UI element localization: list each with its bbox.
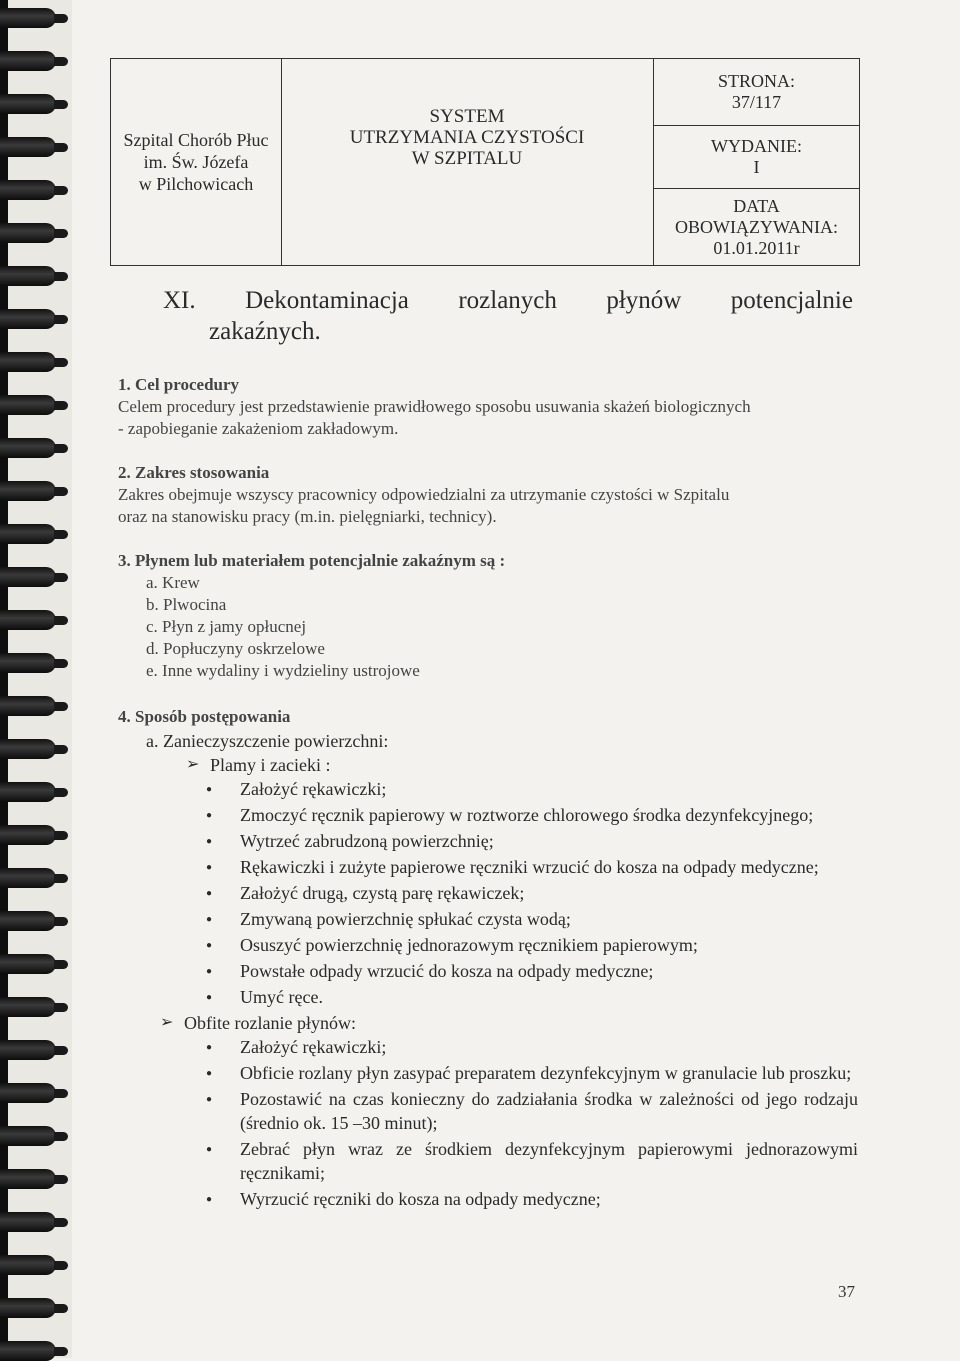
section-title: [163, 285, 853, 347]
list-item: ● Osuszyć powierzchnię jednorazowym ręcznikiem papierowym;: [118, 933, 858, 957]
procedure-list-2: [118, 1035, 858, 1211]
binding-coil: [0, 481, 56, 501]
binding-coil: [0, 1298, 56, 1318]
binding-coil: [0, 1083, 56, 1103]
binding-coil: [0, 739, 56, 759]
binding-coil: [0, 911, 56, 931]
strona-label: STRONA:: [717, 71, 795, 91]
section-1-heading: 1. Cel procedury: [118, 375, 240, 394]
list-item: ● Zmoczyć ręcznik papierowy w roztworze chlorowego środka dezynfekcyjnego;: [118, 803, 858, 827]
list-item: ● Założyć drugą, czystą parę rękawiczek;: [118, 881, 858, 905]
list-item: ● Pozostawić na czas konieczny do zadziałania środka w zależności od jego rodzaju (średnio ok. 15 –30 minut);: [118, 1087, 858, 1135]
arrow-item-obfite: ➢ Obfite rozlanie płynów:: [92, 1011, 858, 1035]
list-item: ● Wytrzeć zabrudzoną powierzchnię;: [118, 829, 858, 853]
list-item: e. Inne wydaliny i wydzieliny ustrojowe: [146, 661, 420, 680]
binding-coil: [0, 51, 56, 71]
binding-coil: [0, 352, 56, 372]
page-info: [654, 59, 859, 126]
list-item: c. Płyn z jamy opłucnej: [146, 617, 307, 636]
binding-edge: [0, 0, 8, 1358]
binding-coil: [0, 180, 56, 200]
binding-coil: [0, 1341, 56, 1361]
list-item: ● Wyrzucić ręczniki do kosza na odpady medyczne;: [118, 1187, 858, 1211]
hospital-line: Szpital Chorób Płuc: [123, 130, 269, 150]
validity-date-info: [654, 189, 859, 265]
title-line-2: zakaźnych.: [209, 318, 321, 345]
binding-coil: [0, 395, 56, 415]
binding-coil: [0, 309, 56, 329]
system-line: W SZPITALU: [411, 148, 523, 169]
hospital-name-cell: [111, 59, 282, 265]
list-item: ● Umyć ręce.: [118, 985, 858, 1009]
list-item: ● Założyć rękawiczki;: [118, 1035, 858, 1059]
list-item: a. Krew: [146, 573, 200, 592]
list-item: b. Plwocina: [146, 595, 227, 614]
binding-coil: [0, 94, 56, 114]
binding-coil: [0, 868, 56, 888]
list-item: ● Rękawiczki i zużyte papierowe ręczniki wrzucić do kosza na odpady medyczne;: [118, 855, 858, 879]
binding-coil: [0, 653, 56, 673]
section-1-text: Celem procedury jest przedstawienie prawidłowego sposobu usuwania skażeń biologicznych: [118, 397, 751, 416]
section-4-heading: 4. Sposób postępowania: [118, 707, 291, 726]
section-1-text: - zapobieganie zakażeniom zakładowym.: [118, 419, 399, 438]
title-word: Dekontaminacja: [245, 287, 409, 314]
procedure-list-1: [118, 777, 858, 1009]
obowiazywania-label: OBOWIĄZYWANIA:: [675, 216, 838, 237]
title-word: płynów: [606, 287, 682, 314]
binding-coil: [0, 524, 56, 544]
system-line: SYSTEM: [429, 106, 505, 127]
section-3-heading: 3. Płynem lub materiałem potencjalnie zakaźnym są :: [118, 551, 506, 570]
title-word: rozlanych: [458, 287, 557, 314]
system-title-cell: [281, 59, 654, 265]
wydanie-label: WYDANIE:: [711, 136, 802, 156]
hospital-line: im. Św. Józefa: [143, 152, 249, 172]
data-label: DATA: [733, 195, 780, 216]
title-word: potencjalnie: [730, 287, 853, 314]
binding-coil: [0, 266, 56, 286]
section-2-heading: 2. Zakres stosowania: [118, 463, 270, 482]
document-header-table: [110, 58, 860, 266]
section-2-text: Zakres obejmuje wszyscy pracownicy odpowiedzialni za utrzymanie czystości w Szpitalu: [118, 485, 730, 504]
binding-coil: [0, 223, 56, 243]
binding-coil: [0, 954, 56, 974]
strona-value: 37/117: [731, 92, 782, 112]
list-item: ● Zmywaną powierzchnię spłukać czysta wodą;: [118, 907, 858, 931]
section-3: [118, 550, 858, 682]
section-2-text: oraz na stanowisku pracy (m.in. pielęgniarki, technicy).: [118, 507, 497, 526]
section-1: [118, 374, 858, 440]
binding-coil: [0, 825, 56, 845]
edition-info: [654, 126, 859, 189]
binding-coil: [0, 1255, 56, 1275]
binding-coil: [0, 1212, 56, 1232]
system-line: UTRZYMANIA CZYSTOŚCI: [349, 127, 585, 148]
arrow-item-plamy: ➢ Plamy i zacieki :: [118, 753, 858, 777]
meta-cell: [654, 59, 859, 265]
binding-coil: [0, 1126, 56, 1146]
sub-heading-a: a. Zanieczyszczenie powierzchni:: [146, 731, 389, 751]
spiral-binding: [0, 0, 72, 1358]
binding-coil: [0, 8, 56, 28]
binding-coil: [0, 610, 56, 630]
binding-coil: [0, 137, 56, 157]
list-item: d. Popłuczyny oskrzelowe: [146, 639, 325, 658]
binding-coil: [0, 696, 56, 716]
binding-coil: [0, 997, 56, 1017]
list-item: ● Powstałe odpady wrzucić do kosza na odpady medyczne;: [118, 959, 858, 983]
hospital-line: w Pilchowicach: [138, 174, 254, 194]
binding-coil: [0, 567, 56, 587]
binding-coil: [0, 782, 56, 802]
section-4: [118, 705, 858, 1213]
title-number: XI.: [163, 287, 196, 314]
list-item: ● Zebrać płyn wraz ze środkiem dezynfekcyjnym papierowymi jednorazowymi ręcznikami;: [118, 1137, 858, 1185]
binding-coil: [0, 1169, 56, 1189]
page-number: 37: [838, 1282, 855, 1301]
list-item: ● Założyć rękawiczki;: [118, 777, 858, 801]
binding-coil: [0, 438, 56, 458]
data-value: 01.01.2011r: [713, 237, 800, 258]
binding-coil: [0, 1040, 56, 1060]
wydanie-value: I: [753, 157, 760, 177]
list-item: ● Obficie rozlany płyn zasypać preparatem dezynfekcyjnym w granulacie lub proszku;: [118, 1061, 858, 1085]
section-2: [118, 462, 858, 528]
